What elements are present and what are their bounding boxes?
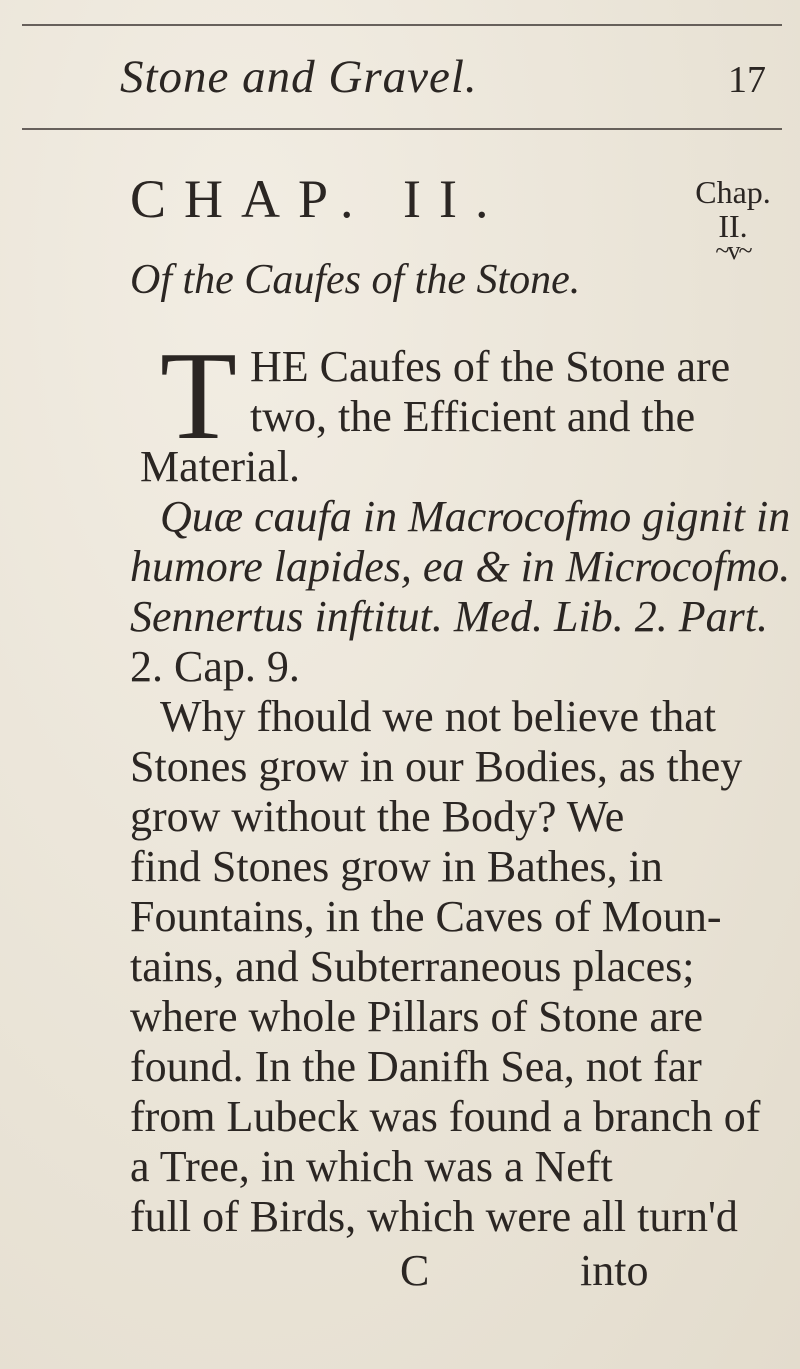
margin-flourish: ~v~ xyxy=(715,236,751,265)
text-line: where whole Pillars of Stone are xyxy=(130,992,704,1041)
catchword: into xyxy=(580,1246,649,1295)
header-rule xyxy=(22,128,782,130)
text-line: full of Birds, which were all turn'd xyxy=(130,1192,738,1241)
text-line xyxy=(250,392,696,441)
text-line: Why fhould we not believe that xyxy=(160,692,716,741)
margin-chapter-number: II. xyxy=(718,208,748,244)
text-line: Material. xyxy=(140,442,301,491)
text-line: humore lapides, ea & in Microcofmo. xyxy=(130,542,791,591)
chapter-heading: CHAP. II. xyxy=(130,169,507,229)
running-title: Stone and Gravel. xyxy=(120,51,478,103)
top-rule xyxy=(22,24,782,26)
text-line: find Stones grow in Bathes, in xyxy=(130,842,663,891)
signature-mark: C xyxy=(400,1246,430,1295)
drop-cap: T xyxy=(160,327,237,466)
margin-chap: Chap. xyxy=(695,174,771,210)
text-line: Stones grow in our Bodies, as they xyxy=(130,742,743,791)
text-line-content: two, the Efficient and the xyxy=(250,392,696,441)
text-line: tains, and Subterraneous places; xyxy=(130,942,695,991)
text-line: a Tree, in which was a Neft xyxy=(130,1142,613,1191)
text-line: 2. Cap. 9. xyxy=(130,642,300,691)
text-line: Sennertus inftitut. Med. Lib. 2. Part. xyxy=(130,592,768,641)
text-line: Quæ caufa in Macrocofmo gignit in xyxy=(160,492,791,541)
chapter-title: Of the Caufes of the Stone. xyxy=(130,257,581,303)
text-line: grow without the Body? We xyxy=(130,792,625,841)
text-line: Fountains, in the Caves of Moun- xyxy=(130,892,722,941)
margin-note xyxy=(688,176,778,264)
text-line: found. In the Danifh Sea, not far xyxy=(130,1042,702,1091)
text-line: from Lubeck was found a branch of xyxy=(130,1092,761,1141)
page-number: 17 xyxy=(728,59,766,101)
text-line: HE Caufes of the Stone are xyxy=(250,342,731,391)
